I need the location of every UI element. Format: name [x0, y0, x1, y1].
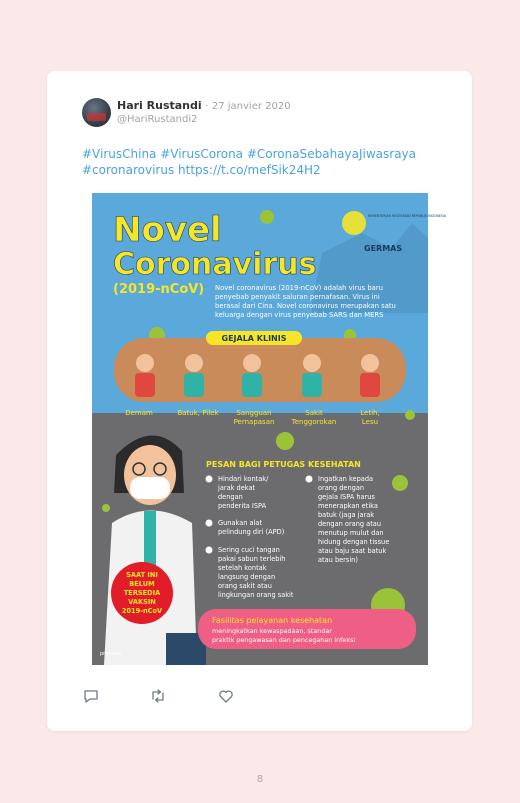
tip-4-line-1: Ingatkan kepada [318, 475, 374, 483]
tip-1-line-3: dengan [218, 493, 243, 501]
tip-3-line-1: Sering cuci tangan [218, 546, 280, 554]
tip-3-line-2: pakai sabun terlebih [218, 555, 286, 563]
tweet-card [47, 71, 472, 731]
poster-description-1: Novel coronavirus (2019-nCoV) adalah virus baru [215, 284, 383, 292]
symptom-tenggorokan: Tenggorokan [291, 418, 337, 426]
poster-description-3: berasal dari Cina. Novel coronavirus merupakan satu [215, 302, 396, 310]
tip-4-line-2: orang dengan [318, 484, 365, 492]
symptom-batuk: Batuk, Pilek [177, 409, 219, 417]
symptom-sangguan: Sangguan [236, 409, 272, 417]
symptom-sakit: Sakit [305, 409, 323, 417]
attached-image[interactable] [92, 193, 447, 665]
reply-icon[interactable] [83, 688, 99, 704]
page-number: 8 [256, 774, 264, 785]
badge-line-3: TERSEDIA [123, 589, 161, 597]
tip-3-line-4: langsung dengan [218, 573, 276, 581]
tweet-date[interactable]: 27 janvier 2020 [211, 101, 291, 112]
poster-svg [92, 193, 447, 665]
poster-description-4: keluarga dengan virus penyebab SARS dan MERS [215, 311, 384, 319]
kemenkes-text: KEMENTERIAN KESEHATAN REPUBLIK INDONESIA [368, 214, 447, 218]
tip-4-line-9: atau baju saat batuk [318, 547, 387, 555]
like-icon[interactable] [218, 688, 234, 704]
tweet-header [117, 99, 291, 112]
kemenkes-logo [342, 211, 366, 235]
promkes-logo: promkes [100, 651, 122, 657]
facility-line-3: praktik pengawasan dan pencegahan infeksi [212, 636, 356, 644]
symptom-demam: Demam [125, 409, 153, 417]
poster-description-2: penyebab penyakit saluran pernafasan. Virus ini [215, 293, 380, 301]
tip-4-line-8: hidung dengan tissue [318, 538, 390, 546]
tip-3-line-5: orang sakit atau [218, 582, 272, 590]
badge-line-5: 2019-nCoV [121, 607, 163, 615]
symptom-pernapasan: Pernapasan [233, 418, 275, 426]
facility-line-2: meningkatkan kewaspadaan, standar [212, 627, 332, 635]
tip-4-line-7: menutup mulut dan [318, 529, 384, 537]
symptom-letih: Letih, [360, 409, 380, 417]
tip-1-line-2: jarak dekat [218, 484, 256, 492]
tip-1-line-4: penderita ISPA [218, 502, 267, 510]
author-name[interactable]: Hari Rustandi [117, 99, 202, 112]
avatar[interactable] [82, 98, 111, 127]
tip-4-line-3: gejala ISPA harus [318, 493, 375, 501]
poster-subtitle: (2019-nCoV) [113, 282, 205, 297]
tip-2-line-2: pelindung diri (APD) [218, 528, 285, 536]
facility-line-1: Fasilitas pelayanan kesehatan [212, 616, 333, 625]
tip-1-line-1: Hindari kontak/ [218, 475, 269, 483]
germas-logo: GERMAS [364, 244, 403, 253]
hashtag-line[interactable]: #VirusChina #VirusCorona #CoronaSebahayaJiwasraya [82, 147, 417, 161]
poster-title-2: Coronavirus [113, 247, 317, 282]
link-line[interactable]: #coronarovirus https://t.co/mefSik24H2 [82, 163, 321, 177]
tip-3-line-6: lingkungan orang sakit [218, 591, 294, 599]
badge-line-4: VAKSIN [128, 598, 156, 606]
gejala-heading: GEJALA KLINIS [221, 334, 287, 343]
tweet-text [82, 146, 457, 178]
badge-line-1: SAAT INI [126, 571, 158, 579]
tip-4-line-4: menerapkan etika [318, 502, 378, 510]
tip-4-line-5: batuk (jaga jarak [318, 511, 375, 519]
tip-2-line-1: Gunakan alat [218, 519, 263, 527]
badge-line-2: BELUM [129, 580, 155, 588]
tip-4-line-10: atau bersin) [318, 556, 358, 564]
symptom-lesu: Lesu [361, 418, 379, 426]
retweet-icon[interactable] [150, 688, 166, 704]
author-handle[interactable]: @HariRustandi2 [117, 114, 198, 125]
pesan-heading: PESAN BAGI PETUGAS KESEHATAN [206, 460, 361, 469]
tip-4-line-6: dengan orang atau [318, 520, 382, 528]
tip-3-line-3: setelah kontak [218, 564, 267, 572]
poster-title-1: Novel [113, 210, 222, 250]
separator-dot: · [205, 101, 209, 112]
